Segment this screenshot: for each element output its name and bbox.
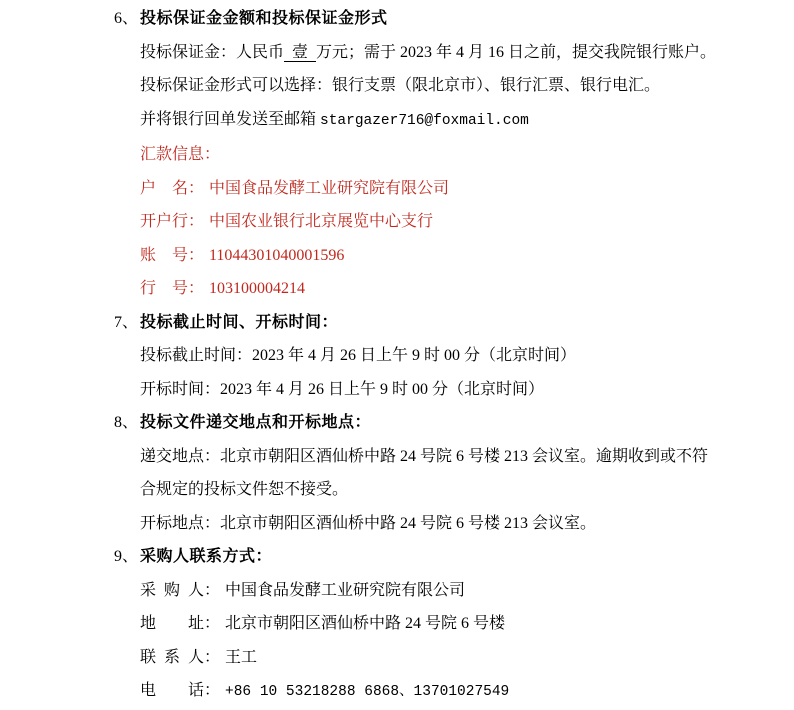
- field-label: 采购人: [140, 581, 204, 599]
- field-value: 中国农业银行北京展览中心支行: [209, 213, 434, 230]
- bid-opening-time-line: 开标时间：2023 年 4 月 26 日上午 9 时 00 分（北京时间）: [140, 380, 545, 398]
- section7-heading: 投标截止时间、开标时间：: [140, 313, 339, 331]
- remittance-account-number-row: [0, 239, 794, 273]
- remittance-bank-row: [0, 205, 794, 239]
- email-address: stargazer716@foxmail.com: [320, 112, 529, 129]
- field-colon: ：: [188, 179, 205, 197]
- field-label: 行号: [140, 280, 188, 297]
- email-line: [0, 103, 794, 139]
- section8-heading: 投标文件递交地点和开标地点：: [140, 414, 372, 431]
- field-value: 王工: [225, 648, 258, 666]
- section6-heading-row: [0, 2, 794, 36]
- delivery-place-line2: 合规定的投标文件恕不接受。: [140, 481, 349, 498]
- delivery-place-line1: 递交地点：北京市朝阳区酒仙桥中路 24 号院 6 号楼 213 会议室。逾期收到或不符: [140, 447, 709, 465]
- email-prefix: 并将银行回单发送至邮箱: [140, 110, 321, 128]
- field-value: 北京市朝阳区酒仙桥中路 24 号院 6 号楼: [225, 615, 506, 632]
- field-value: 103100004214: [209, 280, 306, 297]
- field-label: 账号: [140, 246, 188, 264]
- field-label: 地址: [140, 615, 204, 632]
- purchaser-row: [0, 574, 794, 608]
- bid-deadline-line: 投标截止时间：2023 年 4 月 26 日上午 9 时 00 分（北京时间）: [140, 347, 577, 364]
- section9-heading-row: [0, 540, 794, 574]
- field-colon: ：: [204, 615, 221, 632]
- deposit-form-line: 投标保证金形式可以选择：银行支票（限北京市）、银行汇票、银行电汇。: [140, 77, 661, 94]
- remittance-title: 汇款信息：: [140, 146, 221, 163]
- section6-number: 6、: [114, 10, 139, 27]
- section7-heading-row: [0, 306, 794, 340]
- address-row: [0, 607, 794, 641]
- deposit-suffix: 万元；需于 2023 年 4 月 16 日之前，提交我院银行账户。: [316, 43, 717, 61]
- field-label: 电话: [140, 682, 204, 699]
- remittance-account-name-row: [0, 172, 794, 206]
- remittance-routing-number-row: [0, 272, 794, 306]
- field-label: 户名: [140, 179, 188, 197]
- deposit-prefix: 投标保证金：人民币: [140, 43, 285, 61]
- deposit-amount-underlined: 壹: [284, 44, 316, 62]
- field-value: 11044301040001596: [209, 246, 345, 264]
- contact-person-row: [0, 641, 794, 675]
- field-label: 联系人: [140, 648, 204, 666]
- field-value: 中国食品发酵工业研究院有限公司: [209, 179, 450, 197]
- phone-row: [0, 674, 794, 710]
- section8-number: 8、: [114, 414, 139, 431]
- field-colon: ：: [204, 648, 221, 666]
- section9-number: 9、: [114, 548, 139, 565]
- section6-heading: 投标保证金金额和投标保证金形式: [140, 10, 388, 27]
- field-colon: ：: [188, 280, 205, 297]
- field-colon: ：: [204, 581, 221, 599]
- section8-heading-row: [0, 406, 794, 440]
- deposit-amount-line: [0, 36, 794, 70]
- field-colon: ：: [204, 682, 221, 699]
- section7-number: 7、: [114, 313, 139, 331]
- delivery-place-paragraph: [0, 440, 794, 507]
- section9-heading: 采购人联系方式：: [140, 548, 273, 565]
- field-label: 开户行: [140, 213, 189, 230]
- field-colon: ：: [188, 246, 205, 264]
- field-value: +86 10 53218288 6868、13701027549: [225, 684, 510, 700]
- field-value: 中国食品发酵工业研究院有限公司: [225, 581, 466, 599]
- bid-opening-place-line: 开标地点：北京市朝阳区酒仙桥中路 24 号院 6 号楼 213 会议室。: [140, 514, 597, 532]
- field-colon: ：: [188, 213, 205, 230]
